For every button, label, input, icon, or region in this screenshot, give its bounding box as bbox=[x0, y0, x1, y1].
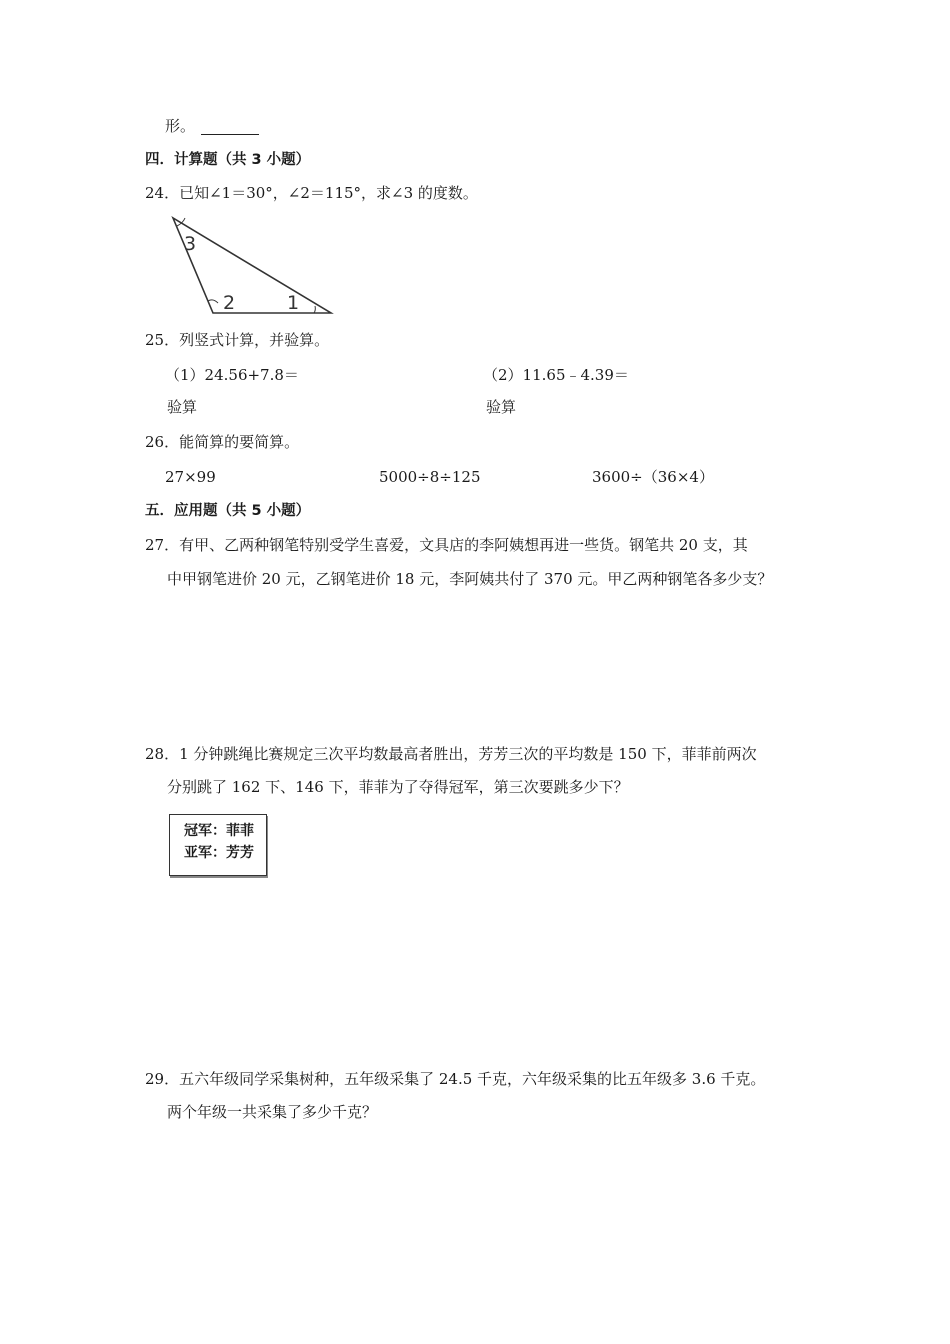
angle-2-label: 2 bbox=[223, 292, 236, 314]
runner-up-label: 亚军：芳芳 bbox=[184, 845, 254, 861]
question-27-line-1: 27．有甲、乙两种钢笔特别受学生喜爱，文具店的李阿姨想再进一些货。钢笔共 20 支，其 bbox=[145, 536, 748, 554]
angle-1-label: 1 bbox=[287, 292, 300, 314]
angle-3-label: 3 bbox=[184, 233, 197, 255]
section-4-title: 四．计算题（共 3 小题） bbox=[145, 152, 311, 168]
q25-check-1: 验算 bbox=[167, 398, 198, 416]
result-card bbox=[169, 814, 267, 876]
question-28-line-1: 28．1 分钟跳绳比赛规定三次平均数最高者胜出，芳芳三次的平均数是 150 下，菲菲前两次 bbox=[145, 745, 757, 763]
q26-expression-3: 3600÷（36×4） bbox=[592, 468, 714, 486]
q25-check-2: 验算 bbox=[486, 398, 517, 416]
question-27-line-2: 中甲钢笔进价 20 元，乙钢笔进价 18 元，李阿姨共付了 370 元。甲乙两种钢笔各多少支？ bbox=[167, 570, 773, 588]
answer-blank[interactable] bbox=[201, 120, 259, 135]
question-28-line-2: 分别跳了 162 下、146 下，菲菲为了夺得冠军，第三次要跳多少下？ bbox=[167, 778, 629, 796]
question-24-text: 24．已知∠1＝30°，∠2＝115°，求∠3 的度数。 bbox=[145, 184, 478, 202]
q26-expression-1: 27×99 bbox=[165, 468, 216, 486]
question-25-text: 25．列竖式计算，并验算。 bbox=[145, 331, 330, 349]
q25-part-1: （1）24.56+7.8＝ bbox=[165, 366, 299, 384]
q26-expression-2: 5000÷8÷125 bbox=[379, 468, 481, 486]
question-29-line-2: 两个年级一共采集了多少千克？ bbox=[167, 1103, 378, 1121]
fragment-text: 形。 bbox=[165, 117, 196, 135]
triangle-figure bbox=[165, 212, 337, 320]
question-26-text: 26．能简算的要简算。 bbox=[145, 433, 300, 451]
section-5-title: 五．应用题（共 5 小题） bbox=[145, 503, 311, 519]
q25-part-2: （2）11.65﹣4.39＝ bbox=[483, 366, 629, 384]
top-fragment bbox=[165, 116, 259, 136]
champion-label: 冠军：菲菲 bbox=[184, 823, 254, 839]
question-29-line-1: 29．五六年级同学采集树种，五年级采集了 24.5 千克，六年级采集的比五年级多 3.6 千克。 bbox=[145, 1070, 766, 1088]
